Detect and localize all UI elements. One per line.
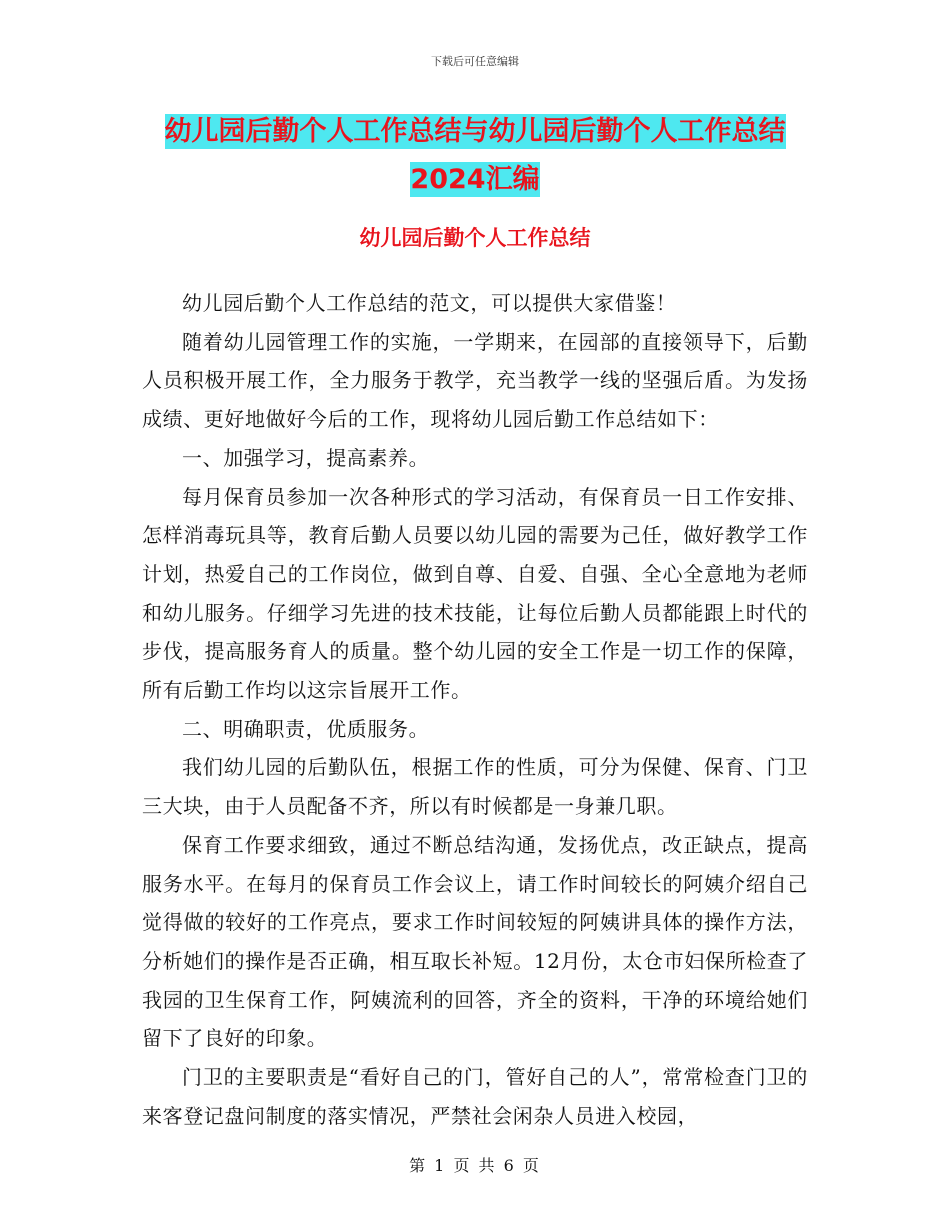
paragraph: 幼儿园后勤个人工作总结的范文，可以提供大家借鉴！	[182, 291, 677, 315]
paragraph: 随着幼儿园管理工作的实施，一学期来，在园部的直接领导下，后勤人员积极开展工作，全力服务于教学，充当教学一线的坚强后盾。为发扬成绩、更好地做好今后的工作，现将幼儿园后勤工作总结如下：	[142, 329, 808, 432]
page-footer: 第 1 页 共 6 页	[409, 1156, 541, 1175]
paragraph: 保育工作要求细致，通过不断总结沟通，发扬优点，改正缺点，提高服务水平。在每月的保育员工作会议上，请工作时间较长的阿姨介绍自己觉得做的较好的工作亮点，要求工作时间较短的阿姨讲具体的操作方法，分析她们的操作是否正确，相互取长补短。12月份，太仓市妇保所检查了我园的卫生保育工作，阿姨流利的回答，齐全的资料，干净的环境给她们留下了良好的印象。	[142, 832, 808, 1051]
section-title: 幼儿园后勤个人工作总结	[359, 226, 591, 250]
document-title-line1	[0, 108, 950, 156]
header-note: 下载后可任意编辑	[431, 55, 519, 68]
body-text	[142, 284, 808, 1135]
paragraph: 门卫的主要职责是“看好自己的门，管好自己的人”，常常检查门卫的来客登记盘问制度的落实情况，严禁社会闲杂人员进入校园，	[142, 1065, 808, 1128]
paragraph: 每月保育员参加一次各种形式的学习活动，有保育员一日工作安排、怎样消毒玩具等，教育后勤人员要以幼儿园的需要为己任，做好教学工作计划，热爱自己的工作岗位，做到自尊、自爱、自强、全心全意地为老师和幼儿服务。仔细学习先进的技术技能，让每位后勤人员都能跟上时代的步伐，提高服务育人的质量。整个幼儿园的安全工作是一切工作的保障，所有后勤工作均以这宗旨展开工作。	[142, 484, 808, 703]
document-title-line2-text: 2024汇编	[410, 164, 540, 195]
paragraph: 一、加强学习，提高素养。	[182, 445, 430, 470]
document-title	[0, 108, 950, 204]
paragraph: 我们幼儿园的后勤队伍，根据工作的性质，可分为保健、保育、门卫三大块，由于人员配备不齐，所以有时候都是一身兼几职。	[142, 755, 808, 819]
document-title-line2	[0, 156, 950, 204]
document-title-line1-text: 幼儿园后勤个人工作总结与幼儿园后勤个人工作总结	[164, 116, 786, 147]
paragraph: 二、明确职责，优质服务。	[182, 716, 430, 741]
